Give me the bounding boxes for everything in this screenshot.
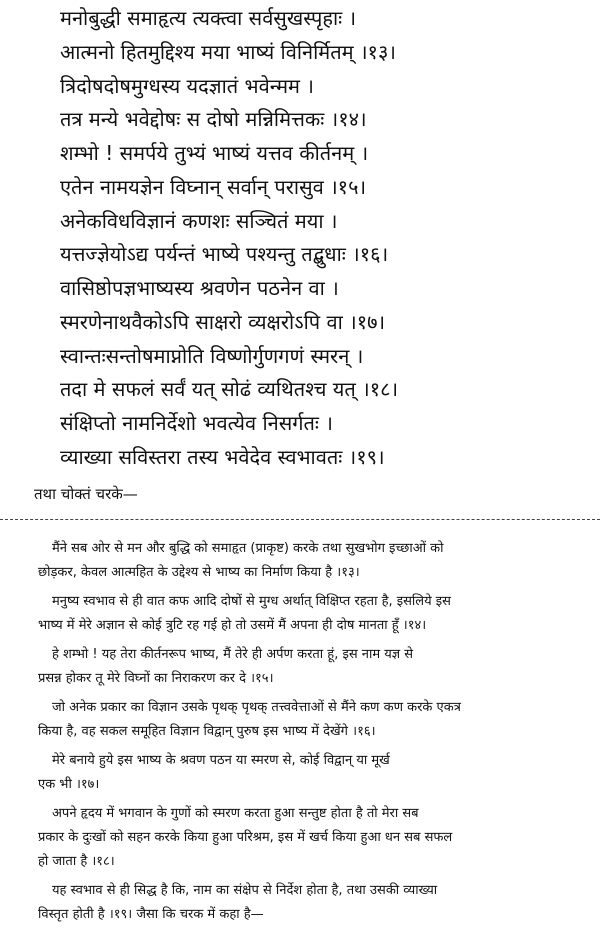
translation-line: प्रसन्न होकर तू मेरे विघ्नों का निराकरण कर दे ।१५। xyxy=(38,671,274,686)
translation-line: प्रकार के दुःखों को सहन करके किया हुआ परिश्रम, इस में खर्च किया हुआ धन सब सफल xyxy=(38,830,453,845)
verse-line-3: त्रिदोषदोषमुग्धस्य यदज्ञातं भवेन्मम । xyxy=(60,74,314,98)
verse-line-4: तत्र मन्ये भवेद्दोषः स दोषो मन्निमित्तकः ।१४। xyxy=(60,107,367,131)
verse-line-6: एतेन नामयज्ञेन विघ्नान् सर्वान् परासुव ।१५। xyxy=(60,175,367,199)
section-divider xyxy=(0,519,600,520)
verse-line-1: मनोबुद्धी समाहृत्य त्यक्त्वा सर्वसुखस्पृहाः । xyxy=(60,6,357,30)
translation-line: एक भी ।१७। xyxy=(38,777,100,792)
translation-line: हे शम्भो ! यह तेरा कीर्तनरूप भाष्य, मैं तेरे ही अर्पण करता हूं, इस नाम यज्ञ से xyxy=(52,647,414,662)
translation-line: मनुष्य स्वभाव से ही वात कफ आदि दोषों से मुग्ध अर्थात् विक्षिप्त रहता है, इसलिये इस xyxy=(52,594,451,609)
verse-line-10: स्मरणेनाथवैकोऽपि साक्षरो व्यक्षरोऽपि वा ।१७। xyxy=(60,310,386,334)
translation-line: यह स्वभाव से ही सिद्ध है कि, नाम का संक्षेप से निर्देश होता है, तथा उसकी व्याख्या xyxy=(52,883,438,898)
verse-line-8: यत्तज्ज्ञेयोऽद्य पर्यन्तं भाष्ये पश्यन्तु तद्बुधाः ।१६। xyxy=(60,242,389,266)
translation-line: अपने हृदय में भगवान के गुणों को स्मरण करता हुआ सन्तुष्ट होता है तो मेरा सब xyxy=(52,806,419,821)
translation-line: जो अनेक प्रकार का विज्ञान उसके पृथक् पृथक् तत्त्ववेत्ताओं से मैंने कण कण करके एकत्र xyxy=(52,700,461,715)
translation-line: मैंने सब ओर से मन और बुद्धि को समाहृत (प्राकृष्ट) करके तथा सुखभोग इच्छाओं को xyxy=(52,541,444,556)
verse-line-7: अनेकविधविज्ञानं कणशः सञ्चितं मया । xyxy=(60,209,338,233)
translation-line: छोड़कर, केवल आत्महित के उद्देश्य से भाष्य का निर्माण किया है ।१३। xyxy=(38,565,360,580)
verse-line-12: तदा मे सफलं सर्वं यत् सोढं व्यथितश्च यत् ।१८। xyxy=(60,377,399,401)
translation-line: भाष्य में मेरे अज्ञान से कोई त्रुटि रह गई हो तो उसमें मैं अपना ही दोष मानता हूँ ।१४। xyxy=(38,618,427,633)
verse-line-13: संक्षिप्तो नामनिर्देशो भवत्येव निसर्गतः । xyxy=(60,411,333,435)
verse-line-11: स्वान्तःसन्तोषमाप्नोति विष्णोर्गुणगणं स्मरन् । xyxy=(60,344,364,368)
translation-line: विस्तृत होती है ।१९। जैसा कि चरक में कहा है— xyxy=(38,907,264,922)
verse-line-2: आत्मनो हितमुद्दिश्य मया भाष्यं विनिर्मितम् ।१३। xyxy=(60,40,396,64)
translation-line: किया है, वह सकल समूहित विज्ञान विद्वान् पुरुष इस भाष्य में देखेंगे ।१६। xyxy=(38,724,376,739)
translation-line: हो जाता है ।१८। xyxy=(38,854,115,869)
verse-line-9: वासिष्ठोपज्ञभाष्यस्य श्रवणेन पठनेन वा । xyxy=(60,276,339,300)
translation-line: मेरे बनाये हुये इस भाष्य के श्रवण पठन या स्मरण से, कोई विद्वान् या मूर्ख xyxy=(52,753,390,768)
quote-caption: तथा चोक्तं चरके— xyxy=(34,485,138,503)
verse-line-5: शम्भो ! समर्पये तुभ्यं भाष्यं यत्तव कीर्तनम् । xyxy=(60,141,369,165)
verse-line-14: व्याख्या सविस्तरा तस्य भवेदेव स्वभावतः ।१९। xyxy=(60,445,385,469)
